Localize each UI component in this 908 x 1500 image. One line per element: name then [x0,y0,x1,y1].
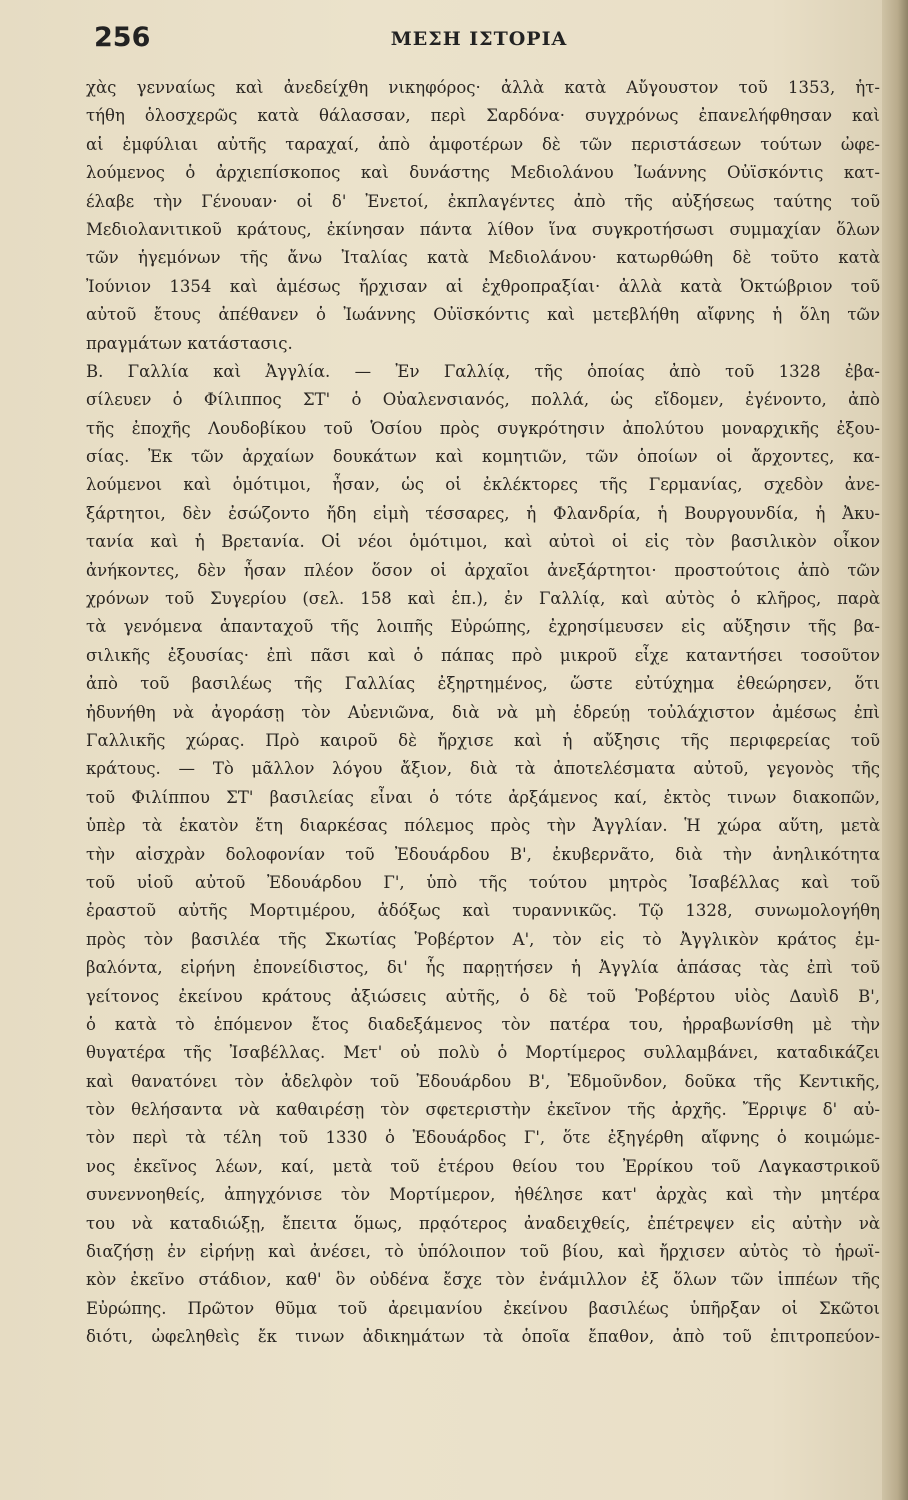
text-line: νος ἐκεῖνος λέων, καί, μετὰ τοῦ ἑτέρου θείου του Ἐρρίκου τοῦ Λαγκαστρικοῦ [86,1156,880,1176]
text-line: πρὸς τὸν βασιλέα τῆς Σκωτίας Ῥοβέρτον Α', τὸν εἰς τὸ Ἀγγλικὸν κράτος ἐμ- [86,929,880,949]
text-line: Γαλλικῆς χώρας. Πρὸ καιροῦ δὲ ἤρχισε καὶ ἡ αὔξησις τῆς περιφερείας τοῦ [86,730,880,750]
text-line: Β. Γαλλία καὶ Ἀγγλία. — Ἐν Γαλλίᾳ, τῆς ὁποίας ἀπὸ τοῦ 1328 ἐβα- [86,361,880,381]
text-line: ὑπὲρ τὰ ἑκατὸν ἔτη διαρκέσας πόλεμος πρὸς τὴν Ἀγγλίαν. Ἡ χώρα αὕτη, μετὰ [86,816,880,836]
text-line: τὴν αἰσχρὰν δολοφονίαν τοῦ Ἐδουάρδου Β', ἐκυβερνᾶτο, διὰ τὴν ἀνηλικότητα [86,844,880,864]
text-line: θυγατέρα τῆς Ἰσαβέλλας. Μετ' οὐ πολὺ ὁ Μορτίμερος συλλαμβάνει, καταδικάζει [86,1043,880,1063]
text-line: τῶν ἡγεμόνων τῆς ἄνω Ἰταλίας κατὰ Μεδιολάνου· κατωρθώθη δὲ τοῦτο κατὰ [86,248,880,268]
text-line: ἠδυνήθη νὰ ἀγοράσῃ τὸν Αὐενιῶνα, διὰ νὰ μὴ ἑδρεύῃ τοὐλάχιστον ἀμέσως ἐπὶ [86,702,880,722]
text-line: Μεδιολανιτικοῦ κράτους, ἐκίνησαν πάντα λίθον ἵνα συγκροτήσωσι συμμαχίαν ὅλων [86,219,880,239]
text-line: του νὰ καταδιώξῃ, ἔπειτα ὅμως, πρᾳότερος ἀναδειχθείς, ἐπέτρεψεν εἰς αὐτὴν νὰ [86,1213,880,1233]
text-line: βαλόντα, εἰρήνη ἐπονείδιστος, δι' ἧς παρῃτήσεν ἡ Ἀγγλία ἁπάσας τὰς ἐπὶ τοῦ [86,958,880,978]
text-line: πραγμάτων κατάστασις. [86,333,293,353]
text-line: διότι, ὠφεληθεὶς ἔκ τινων ἀδικημάτων τὰ ὁποῖα ἔπαθον, ἀπὸ τοῦ ἐπιτροπεύον- [86,1327,880,1347]
text-line: τὸν περὶ τὰ τέλη τοῦ 1330 ὁ Ἐδουάρδος Γ', ὅτε ἐξηγέρθη αἴφνης ὁ κοιμώμε- [86,1128,880,1148]
text-line: κράτους. — Τὸ μᾶλλον λόγου ἄξιον, διὰ τὰ ἀποτελέσματα αὐτοῦ, γεγονὸς τῆς [86,759,880,779]
page-header [90,22,868,62]
text-line: Εὐρώπης. Πρῶτον θῦμα τοῦ ἀρειμανίου ἐκείνου βασιλέως ὑπῆρξαν οἱ Σκῶτοι [86,1298,880,1318]
text-line: σιλικῆς ἐξουσίας· ἐπὶ πᾶσι καὶ ὁ πάπας πρὸ μικροῦ εἶχε καταντήσει τοσοῦτον [86,645,880,665]
text-line: ὁ κατὰ τὸ ἑπόμενον ἔτος διαδεξάμενος τὸν πατέρα του, ἠρραβωνίσθη μὲ τὴν [86,1014,880,1034]
text-line: ἀνήκοντες, δὲν ἦσαν πλέον ὅσον οἱ ἀρχαῖοι ἀνεξάρτητοι· προστούτοις ἀπὸ τῶν [86,560,880,580]
text-line: χὰς γενναίως καὶ ἀνεδείχθη νικηφόρος· ἀλλὰ κατὰ Αὔγουστον τοῦ 1353, ἡτ- [86,78,880,97]
body-text [86,74,880,1352]
text-line: σίλευεν ὁ Φίλιππος ΣΤ' ὁ Οὐαλενσιανός, πολλά, ὡς εἴδομεν, ἐγένοντο, ἀπὸ [86,390,880,410]
text-line: τὰ γενόμενα ἁπανταχοῦ τῆς λοιπῆς Εὐρώπης, ἐχρησίμευσεν εἰς αὔξησιν τῆς βα- [86,617,880,637]
text-line: τὸν θελήσαντα νὰ καθαιρέσῃ τὸν σφετεριστὴν ἐκεῖνον τῆς ἀρχῆς. Ἔρριψε δ' αὐ- [86,1100,880,1120]
text-line: λούμενοι καὶ ὁμότιμοι, ἦσαν, ὡς οἱ ἐκλέκτορες τῆς Γερμανίας, σχεδὸν ἀνε- [86,475,880,495]
text-line: τοῦ υἱοῦ αὐτοῦ Ἐδουάρδου Γ', ὑπὸ τῆς τούτου μητρὸς Ἰσαβέλλας καὶ τοῦ [86,872,880,892]
text-line: διαζήσῃ ἐν εἰρήνῃ καὶ ἀνέσει, τὸ ὑπόλοιπον τοῦ βίου, καὶ ἤρχισεν αὐτὸς τὸ ἡρωϊ- [86,1242,880,1262]
text-line: τήθη ὁλοσχερῶς κατὰ θάλασσαν, περὶ Σαρδόνα· συγχρόνως ἐπανελήφθησαν καὶ [86,106,880,126]
page-number: 256 [94,22,151,53]
text-line: ἐραστοῦ αὐτῆς Μορτιμέρου, ἀδόξως καὶ τυραννικῶς. Τῷ 1328, συνωμολογήθη [86,901,880,921]
text-line: τῆς ἐποχῆς Λουδοβίκου τοῦ Ὁσίου πρὸς συγκρότησιν ἀπολύτου μοναρχικῆς ἐξου- [86,418,880,438]
text-line: έλαβε τὴν Γένουαν· οἱ δ' Ἐνετοί, ἐκπλαγέντες ἀπὸ τῆς αὐξήσεως ταύτης τοῦ [86,191,880,211]
text-line: κὸν ἐκεῖνο στάδιον, καθ' ὃν οὐδένα ἔσχε τὸν ἐνάμιλλον ἐξ ὅλων τῶν ἱππέων τῆς [86,1270,880,1290]
text-line: ἀπὸ τοῦ βασιλέως τῆς Γαλλίας ἐξηρτημένος, ὥστε εὐτύχημα ἐθεώρησεν, ὅτι [86,674,880,694]
text-line: ξάρτητοι, δὲν ἐσώζοντο ἤδη εἰμὴ τέσσαρες, ἡ Φλανδρία, ἡ Βουργουνδία, ἡ Ἀκυ- [86,503,880,523]
text-line: γείτονος ἐκείνου κράτους ἀξιώσεις αὐτῆς, ὁ δὲ τοῦ Ῥοβέρτου υἱὸς Δαυὶδ Β', [86,986,880,1006]
text-line: συνεννοηθείς, ἀπηγχόνισε τὸν Μορτίμερον, ἠθέλησε κατ' ἀρχὰς καὶ τὴν μητέρα [86,1185,880,1205]
text-line: χρόνων τοῦ Συγερίου (σελ. 158 καὶ ἑπ.), ἐν Γαλλίᾳ, καὶ αὐτὸς ὁ κλῆρος, παρὰ [86,589,880,609]
text-line: σίας. Ἐκ τῶν ἀρχαίων δουκάτων καὶ κομητιῶν, τῶν ὁποίων οἱ ἄρχοντες, κα- [86,447,880,467]
text-line: λούμενος ὁ ἀρχιεπίσκοπος καὶ δυνάστης Μεδιολάνου Ἰωάννης Οὐϊσκόντις κατ- [86,163,880,183]
page-edge-shadow [882,0,908,1500]
text-line: τανία καὶ ἡ Βρετανία. Οἱ νέοι ὁμότιμοι, καὶ αὐτοὶ οἱ εἰς τὸν βασιλικὸν οἶκον [86,532,880,552]
text-line: αἱ ἐμφύλιαι αὐτῆς ταραχαί, ἀπὸ ἀμφοτέρων δὲ τῶν περιστάσεων τούτων ὠφε- [86,134,880,154]
text-line: Ἰούνιον 1354 καὶ ἀμέσως ἤρχισαν αἱ ἐχθροπραξίαι· ἀλλὰ κατὰ Ὀκτώβριον τοῦ [86,276,880,296]
text-line: καὶ θανατόνει τὸν ἀδελφὸν τοῦ Ἐδουάρδου Β', Ἐδμοῦνδον, δοῦκα τῆς Κεντικῆς, [86,1071,880,1091]
running-title: ΜΕΣΗ ΙΣΤΟΡΙΑ [390,28,568,50]
text-line: τοῦ Φιλίππου ΣΤ' βασιλείας εἶναι ὁ τότε ἀρξάμενος καί, ἐκτὸς τινων διακοπῶν, [86,787,880,807]
text-line: αὐτοῦ ἔτους ἀπέθανεν ὁ Ἰωάννης Οὐϊσκόντις καὶ μετεβλήθη αἴφνης ἡ ὅλη τῶν [86,305,880,325]
